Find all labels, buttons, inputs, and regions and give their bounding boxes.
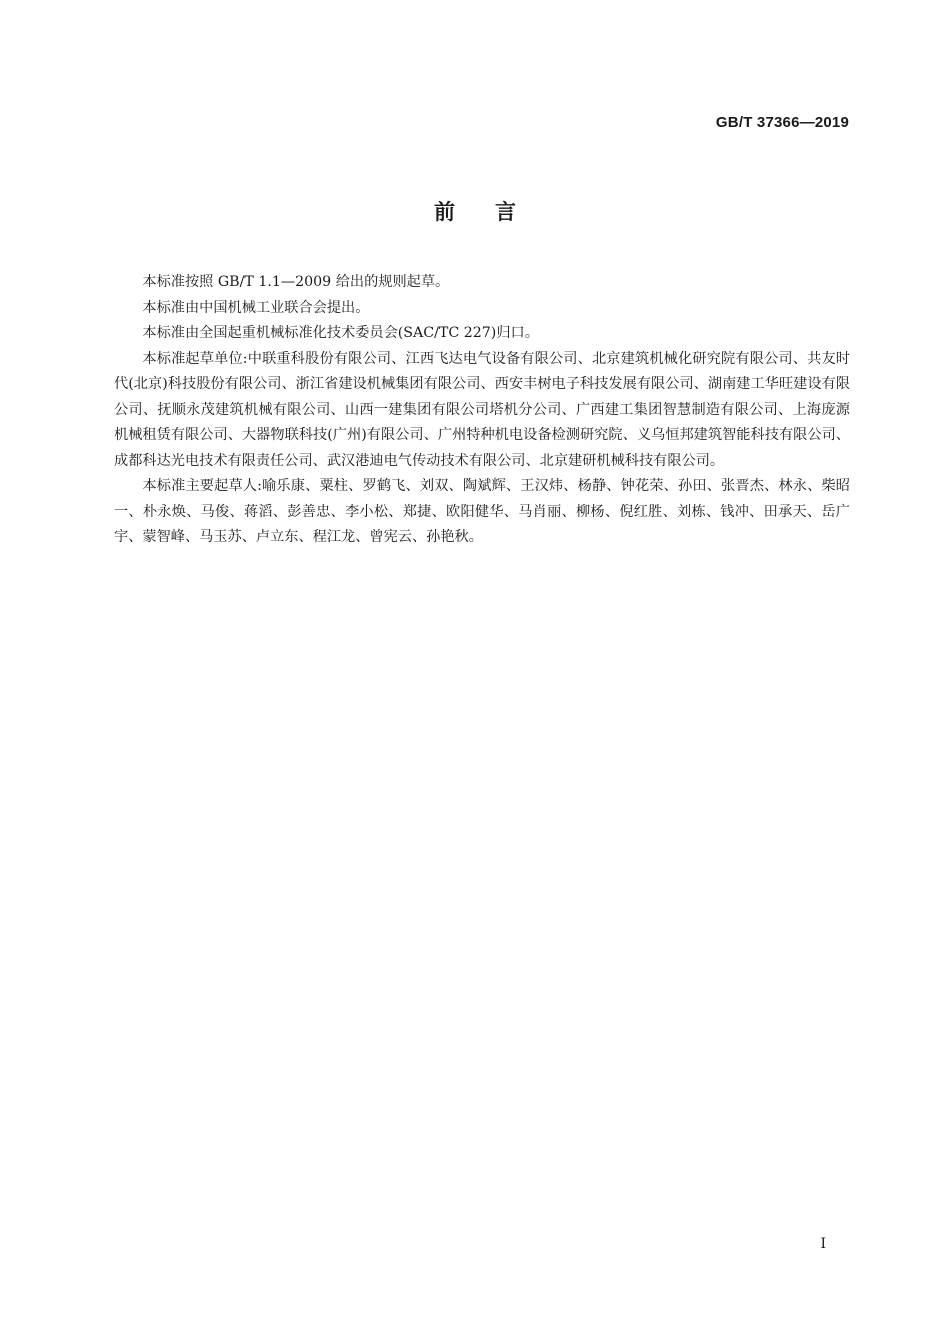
page-number: I [820,1236,826,1252]
page-title: 前言 [434,200,556,224]
paragraph-drafting-rules: 本标准按照 GB/T 1.1—2009 给出的规则起草。 [142,274,450,290]
paragraph-drafters: 本标准主要起草人:喻乐康、粟柱、罗鹤飞、刘双、陶斌辉、王汉炜、杨静、钟花荣、孙田、张晋杰、林永、柴昭一、朴永焕、马俊、蒋滔、彭善忠、李小松、郑捷、欧阳健华、马肖丽、柳杨、倪红胜、刘栋、钱冲、田承天、岳广宇、蒙智峰、马玉苏、卢立东、程江龙、曾宪云、孙艳秋。 [114,478,850,545]
standard-number: GB/T 37366—2019 [715,114,849,131]
paragraph-proposer: 本标准由中国机械工业联合会提出。 [142,299,370,316]
document-body [114,270,850,551]
paragraph-drafting-units: 本标准起草单位:中联重科股份有限公司、江西飞达电气设备有限公司、北京建筑机械化研究院有限公司、共友时代(北京)科技股份有限公司、浙江省建设机械集团有限公司、西安丰树电子科技发展有限公司、湖南建工华旺建设有限公司、抚顺永茂建筑机械有限公司、山西一建集团有限公司塔机分公司、广西建工集团智慧制造有限公司、上海庞源机械租赁有限公司、大器物联科技(广州)有限公司、广州特种机电设备检测研究院、义乌恒邦建筑智能科技有限公司、成都科达光电技术有限责任公司、武汉港迪电气传动技术有限公司、北京建研机械科技有限公司。 [114,350,850,469]
paragraph-committee: 本标准由全国起重机械标准化技术委员会(SAC/TC 227)归口。 [142,325,539,341]
